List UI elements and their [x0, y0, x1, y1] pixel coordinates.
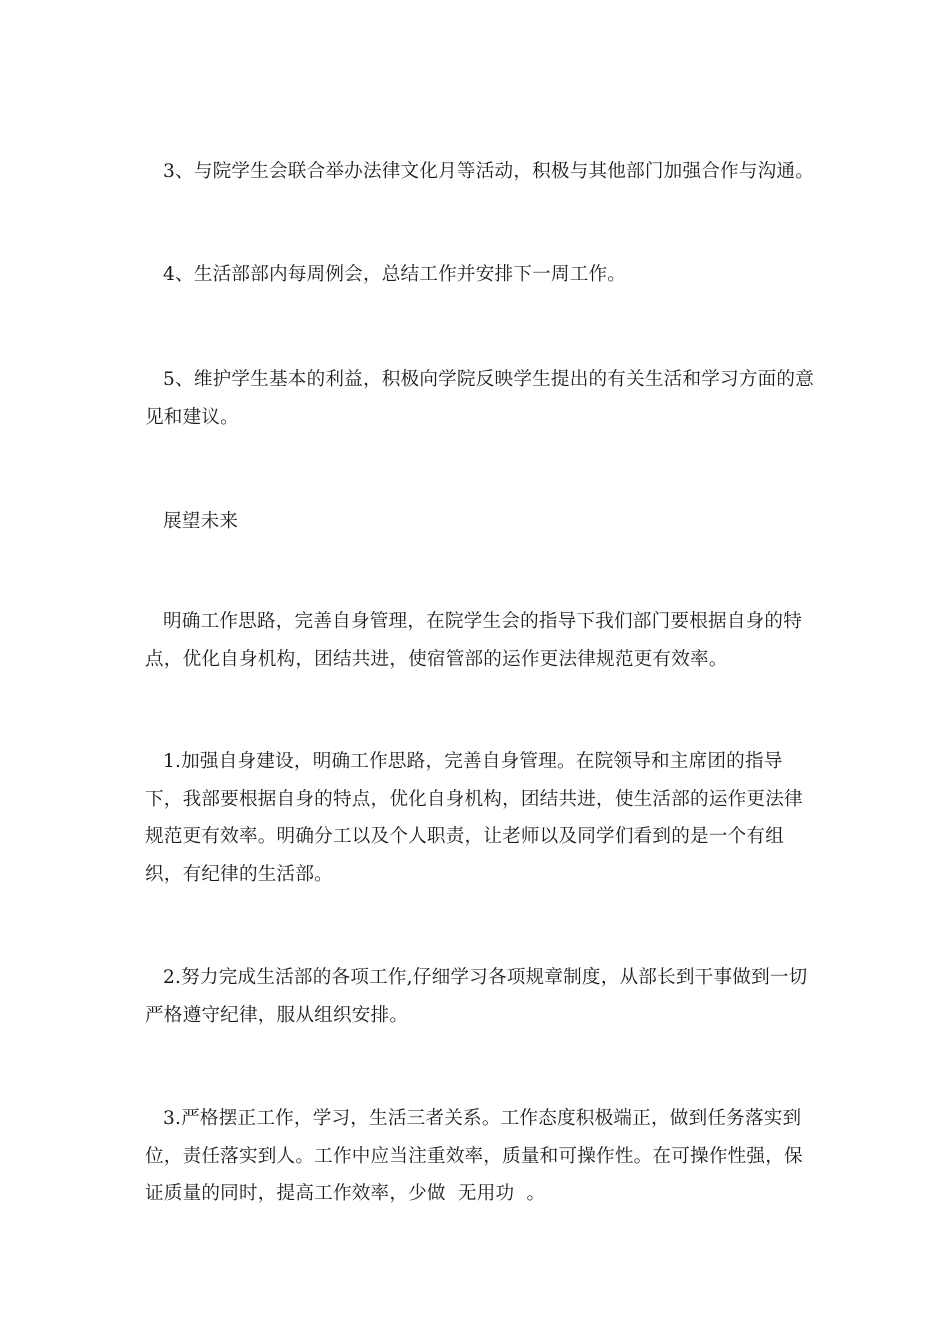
paragraph-item-3-cooperation: 3、与院学生会联合举办法律文化月等活动，积极与其他部门加强合作与沟通。: [163, 161, 815, 182]
paragraph-item-4-weekly-meeting: 4、生活部部内每周例会，总结工作并安排下一周工作。: [163, 264, 627, 285]
paragraph-plan-1: 1.加强自身建设，明确工作思路，完善自身管理。在院领导和主席团的指导下，我部要根据自身的特点，优化自身机构，团结共进，使生活部的运作更法律规范更有效率。明确分工以及个人职责，让老师以及同学们看到的是一个有组织，有纪律的生活部。: [145, 751, 803, 885]
paragraph-plan-3: 3.严格摆正工作，学习，生活三者关系。工作态度积极端正，做到任务落实到位，责任落实到人。工作中应当注重效率，质量和可操作性。在可操作性强，保证质量的同时，提高工作效率，少做 无用功 。: [145, 1108, 803, 1204]
paragraph-plan-2: 2.努力完成生活部的各项工作,仔细学习各项规章制度，从部长到干事做到一切严格遵守纪律，服从组织安排。: [145, 967, 808, 1026]
paragraph-outlook-intro: 明确工作思路，完善自身管理，在院学生会的指导下我们部门要根据自身的特点，优化自身机构，团结共进，使宿管部的运作更法律规范更有效率。: [145, 611, 802, 670]
section-heading-outlook: 展望未来: [163, 511, 239, 532]
paragraph-item-5-student-interests: 5、维护学生基本的利益，积极向学院反映学生提出的有关生活和学习方面的意见和建议。: [145, 369, 815, 428]
